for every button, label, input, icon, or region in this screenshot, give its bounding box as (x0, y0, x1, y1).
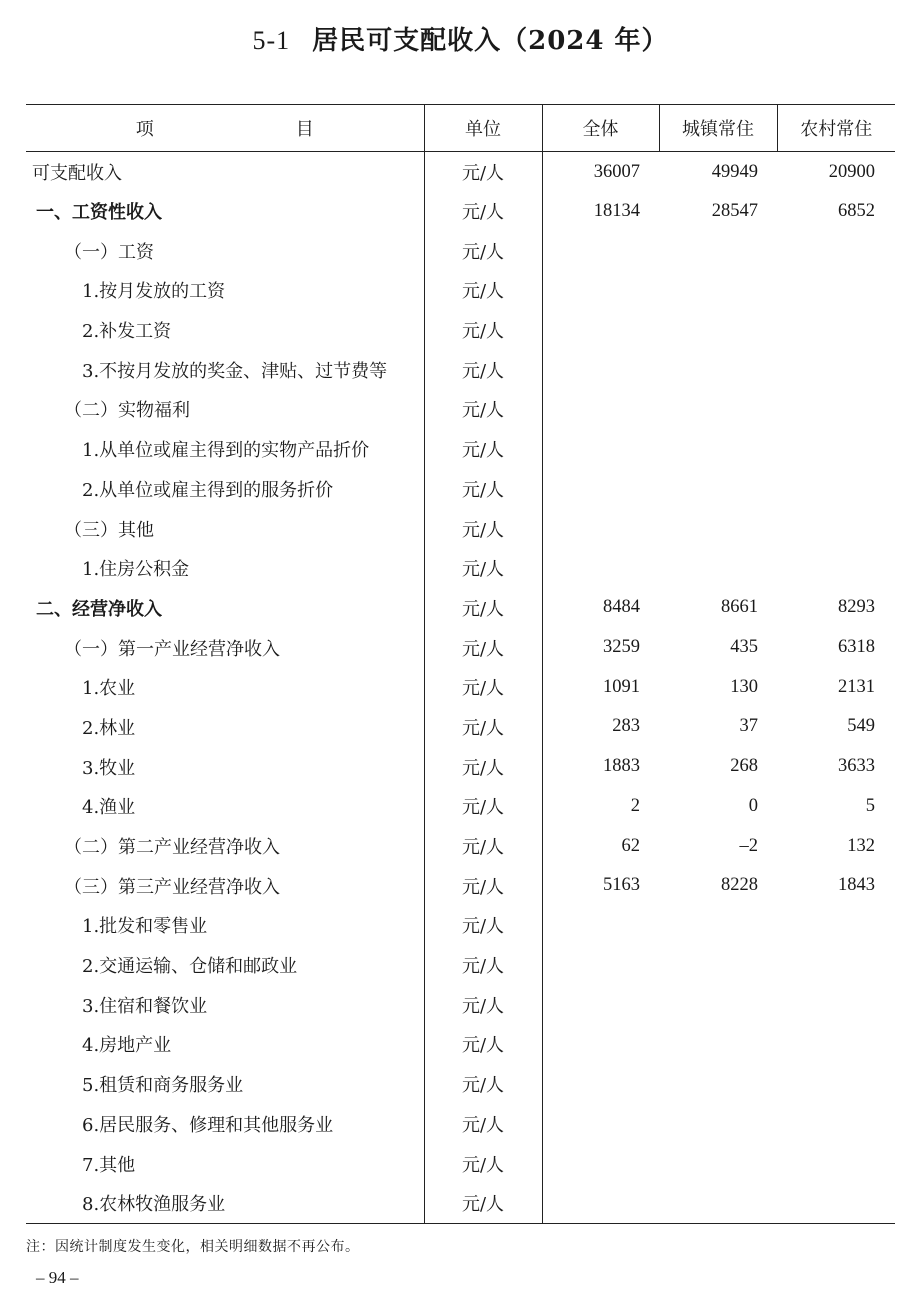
table-row (26, 390, 895, 430)
row-value-urban: 268 (730, 756, 758, 777)
row-unit: 元/人 (424, 271, 542, 311)
row-value-rural: 1843 (838, 875, 875, 896)
row-value-urban (659, 310, 777, 350)
row-value-rural: 132 (847, 835, 875, 856)
row-value-urban (659, 1183, 777, 1223)
row-unit: 元/人 (424, 390, 542, 430)
row-label: （一）第一产业经营净收入 (64, 638, 280, 660)
row-value-all: 62 (621, 835, 640, 856)
page-title (0, 20, 921, 57)
row-unit: 元/人 (424, 1183, 542, 1223)
row-value-urban (659, 1104, 777, 1144)
row-value-all (542, 1104, 659, 1144)
row-label: （三）其他 (64, 519, 154, 541)
table-row (26, 1144, 895, 1184)
table-header (26, 105, 895, 152)
row-unit: 元/人 (424, 628, 542, 668)
row-label: 二、经营净收入 (36, 598, 162, 620)
row-unit: 元/人 (424, 945, 542, 985)
row-value-rural (777, 1144, 895, 1184)
table-title-text: 居民可支配收入（2024 年） (312, 26, 669, 56)
table-row (26, 1025, 895, 1065)
row-value-all: 18134 (593, 200, 640, 221)
row-value-all (542, 985, 659, 1025)
row-value-urban (659, 469, 777, 509)
row-unit: 元/人 (424, 429, 542, 469)
row-value-rural (777, 1104, 895, 1144)
header-unit: 单位 (424, 105, 542, 152)
row-value-urban: 37 (739, 716, 758, 737)
table-row (26, 310, 895, 350)
table-row (26, 152, 895, 192)
row-label: 3.住宿和餐饮业 (82, 995, 208, 1017)
row-value-urban (659, 231, 777, 271)
row-value-rural (777, 906, 895, 946)
row-label: 可支配收入 (32, 163, 122, 185)
row-label: （一）工资 (64, 241, 154, 263)
row-value-urban (659, 1064, 777, 1104)
row-value-all: 1091 (603, 676, 640, 697)
table-row (26, 945, 895, 985)
row-label: （二）实物福利 (64, 400, 190, 422)
row-value-all (542, 390, 659, 430)
row-value-all (542, 1183, 659, 1223)
table-row (26, 747, 895, 787)
row-value-all (542, 1144, 659, 1184)
row-label: 1.批发和零售业 (82, 916, 208, 938)
row-unit: 元/人 (424, 469, 542, 509)
row-value-urban: –2 (739, 835, 758, 856)
row-value-rural (777, 509, 895, 549)
row-value-rural (777, 1064, 895, 1104)
row-label: 1.农业 (82, 678, 136, 700)
row-value-rural (777, 350, 895, 390)
row-label: 2.从单位或雇主得到的服务折价 (82, 479, 334, 501)
table-row (26, 787, 895, 827)
table-row (26, 985, 895, 1025)
row-value-urban (659, 1025, 777, 1065)
row-unit: 元/人 (424, 1104, 542, 1144)
row-value-urban: 130 (730, 676, 758, 697)
row-value-urban: 8228 (721, 875, 758, 896)
row-value-urban: 0 (748, 795, 758, 816)
row-value-urban (659, 906, 777, 946)
row-label: 2.交通运输、仓储和邮政业 (82, 956, 298, 978)
row-value-urban (659, 429, 777, 469)
table-row (26, 231, 895, 271)
row-value-all (542, 548, 659, 588)
row-label: 1.住房公积金 (82, 559, 190, 581)
row-unit: 元/人 (424, 826, 542, 866)
header-rural: 农村常住 (777, 105, 895, 152)
row-unit: 元/人 (424, 747, 542, 787)
row-value-urban (659, 945, 777, 985)
row-value-rural (777, 390, 895, 430)
row-value-all (542, 945, 659, 985)
row-value-all (542, 509, 659, 549)
row-value-rural (777, 985, 895, 1025)
row-unit: 元/人 (424, 787, 542, 827)
row-label: 5.租赁和商务服务业 (82, 1075, 244, 1097)
row-unit: 元/人 (424, 906, 542, 946)
row-value-rural: 549 (847, 716, 875, 737)
table-row (26, 906, 895, 946)
header-urban: 城镇常住 (659, 105, 777, 152)
table-row (26, 1064, 895, 1104)
row-value-urban (659, 548, 777, 588)
table-row (26, 588, 895, 628)
row-value-all: 8484 (603, 597, 640, 618)
table-number: 5-1 (252, 26, 291, 55)
row-unit: 元/人 (424, 985, 542, 1025)
row-value-urban: 435 (730, 637, 758, 658)
row-value-rural (777, 231, 895, 271)
row-value-urban (659, 271, 777, 311)
row-label: 4.渔业 (82, 797, 136, 819)
row-value-rural: 6852 (838, 200, 875, 221)
table-row (26, 191, 895, 231)
row-label: 1.从单位或雇主得到的实物产品折价 (82, 440, 370, 462)
row-value-all: 1883 (603, 756, 640, 777)
row-value-urban: 8661 (721, 597, 758, 618)
row-value-urban (659, 350, 777, 390)
row-unit: 元/人 (424, 667, 542, 707)
row-value-rural: 6318 (838, 637, 875, 658)
row-value-all: 5163 (603, 875, 640, 896)
row-value-rural (777, 310, 895, 350)
row-value-rural (777, 548, 895, 588)
row-value-urban (659, 390, 777, 430)
table-row (26, 548, 895, 588)
table-row (26, 509, 895, 549)
row-value-all: 36007 (593, 161, 640, 182)
row-value-rural (777, 429, 895, 469)
row-label: （二）第二产业经营净收入 (64, 837, 280, 859)
table-row (26, 1104, 895, 1144)
row-value-rural: 8293 (838, 597, 875, 618)
row-value-rural (777, 469, 895, 509)
row-label: 8.农林牧渔服务业 (26, 1183, 424, 1223)
row-unit: 元/人 (424, 350, 542, 390)
row-value-all (542, 429, 659, 469)
table-row (26, 429, 895, 469)
row-unit: 元/人 (424, 707, 542, 747)
row-label: 7.其他 (82, 1154, 136, 1176)
row-unit: 元/人 (424, 866, 542, 906)
table-body (26, 152, 895, 1224)
row-value-all (542, 906, 659, 946)
footnote: 注：因统计制度发生变化，相关明细数据不再公布。 (26, 1239, 360, 1255)
row-value-rural (777, 271, 895, 311)
row-label: 3.牧业 (82, 757, 136, 779)
row-value-urban (659, 985, 777, 1025)
row-unit: 元/人 (424, 191, 542, 231)
row-label: 6.居民服务、修理和其他服务业 (82, 1114, 334, 1136)
row-label: 4.房地产业 (82, 1035, 172, 1057)
row-unit: 元/人 (424, 152, 542, 192)
row-label: 3.不按月发放的奖金、津贴、过节费等 (82, 360, 388, 382)
income-table (26, 104, 895, 1224)
row-label: 2.补发工资 (82, 321, 172, 343)
header-item-left: 项 (135, 119, 154, 140)
row-value-all (542, 310, 659, 350)
table-row (26, 628, 895, 668)
row-label: （三）第三产业经营净收入 (64, 876, 280, 898)
row-unit: 元/人 (424, 509, 542, 549)
row-label: 1.按月发放的工资 (82, 281, 226, 303)
row-value-rural: 3633 (838, 756, 875, 777)
table-row (26, 469, 895, 509)
row-unit: 元/人 (424, 548, 542, 588)
table-row (26, 667, 895, 707)
table-row (26, 350, 895, 390)
row-unit: 元/人 (424, 231, 542, 271)
row-value-urban: 49949 (711, 161, 758, 182)
header-item (26, 105, 424, 152)
row-value-urban: 28547 (711, 200, 758, 221)
row-value-all (542, 350, 659, 390)
row-value-all (542, 1064, 659, 1104)
row-value-all: 283 (612, 716, 640, 737)
table-row (26, 866, 895, 906)
row-value-rural: 5 (865, 795, 875, 816)
row-value-rural (777, 945, 895, 985)
table-row (26, 707, 895, 747)
row-label: 一、工资性收入 (36, 202, 162, 224)
header-all: 全体 (542, 105, 659, 152)
table-row (26, 271, 895, 311)
row-value-rural: 2131 (838, 676, 875, 697)
row-unit: 元/人 (424, 1025, 542, 1065)
row-unit: 元/人 (424, 1064, 542, 1104)
row-value-all (542, 231, 659, 271)
row-unit: 元/人 (424, 1144, 542, 1184)
row-value-all: 2 (630, 795, 640, 816)
table-row (26, 826, 895, 866)
page-number: – 94 – (36, 1268, 79, 1287)
row-value-all (542, 1025, 659, 1065)
row-value-rural (777, 1183, 895, 1223)
row-label: 2.林业 (82, 717, 136, 739)
row-unit: 元/人 (424, 310, 542, 350)
row-value-all (542, 271, 659, 311)
header-item-right: 目 (295, 119, 314, 140)
table-row (26, 1183, 895, 1223)
row-value-rural (777, 1025, 895, 1065)
row-value-all (542, 469, 659, 509)
row-value-urban (659, 509, 777, 549)
row-value-all: 3259 (603, 637, 640, 658)
row-value-urban (659, 1144, 777, 1184)
row-value-rural: 20900 (828, 161, 875, 182)
row-unit: 元/人 (424, 588, 542, 628)
